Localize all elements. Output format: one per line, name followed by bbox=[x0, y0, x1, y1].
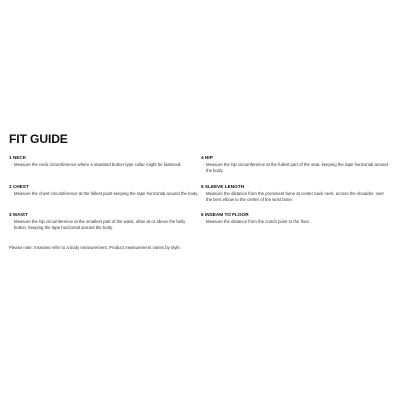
page-title: FIT GUIDE bbox=[9, 134, 68, 146]
fit-item-description: Measure the neck circumference where a standard button-type collar might be fastened. bbox=[14, 161, 182, 167]
fit-item-waist bbox=[9, 212, 199, 231]
fit-item-heading: 2 CHEST bbox=[9, 184, 29, 189]
fit-item-heading: 1 NECK bbox=[9, 155, 27, 160]
fit-item-heading: 5 SLEEVE LENGTH bbox=[201, 184, 244, 189]
fit-item-neck bbox=[9, 155, 199, 168]
fit-item-heading: 4 HIP bbox=[201, 155, 213, 160]
footnote: Please note: Inseams refer to a body measurement. Product measurement varies by style. bbox=[9, 245, 181, 250]
fit-item-description: Measure the hip circumference at the smallest part of the waist, often at or above the belly button, keeping the tape horizontal around the body. bbox=[14, 218, 186, 230]
fit-item-inseam-to-floor bbox=[201, 212, 391, 225]
fit-item-description: Measure the distance from the prominent bone at center back neck, across the shoulder, over the bent elbow to the center of the wrist bone. bbox=[206, 190, 384, 202]
fit-item-description: Measure the chest circumference at the fullest point keeping the tape horizontal around the body. bbox=[14, 190, 199, 196]
fit-item-chest bbox=[9, 184, 199, 197]
fit-item-heading: 6 INSEAM TO FLOOR bbox=[201, 212, 249, 217]
fit-item-description: Measure the distance from the crotch point to the floor. bbox=[206, 218, 310, 224]
fit-item-hip bbox=[201, 155, 391, 174]
fit-item-sleeve-length bbox=[201, 184, 391, 203]
fit-item-description: Measure the hip circumference at the fullest part of the seat, keeping the tape horizontal around the body. bbox=[206, 161, 388, 173]
fit-item-heading: 3 WAIST bbox=[9, 212, 28, 217]
